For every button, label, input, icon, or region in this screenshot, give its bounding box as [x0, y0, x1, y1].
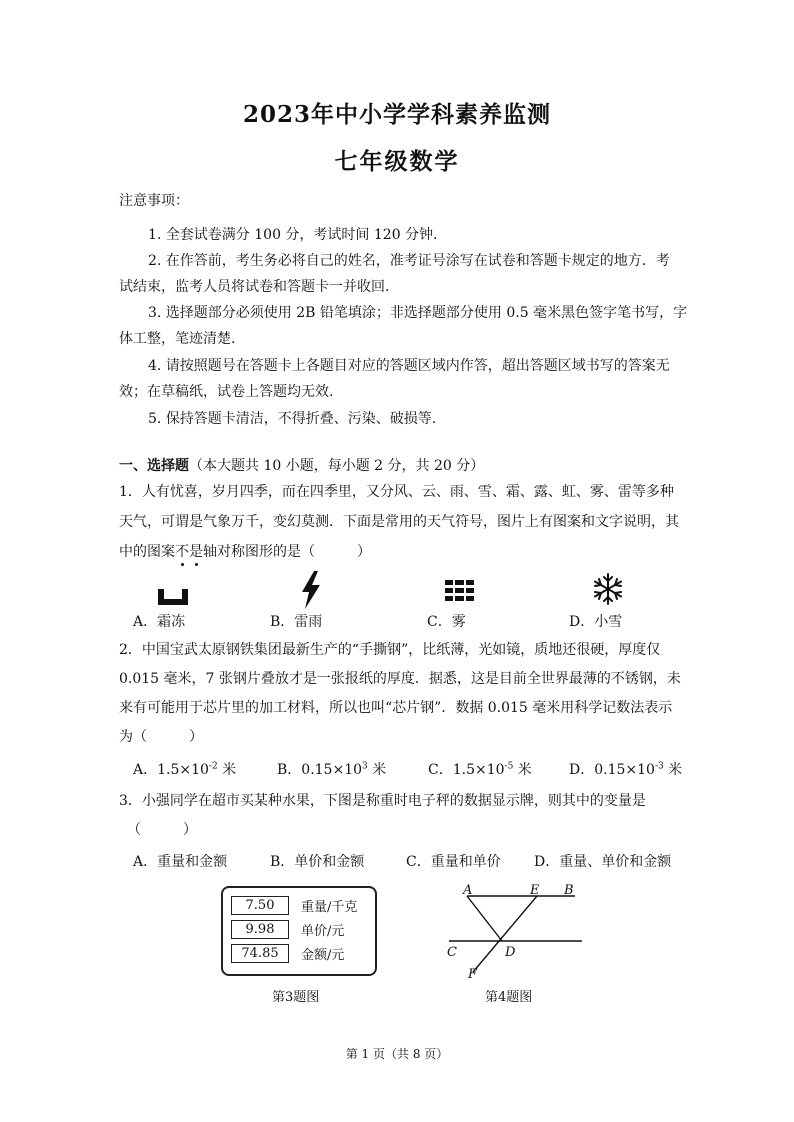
q3-option-b[interactable]: B．单价和金额	[270, 854, 365, 870]
q1-option-b[interactable]: B．雷雨	[270, 614, 323, 630]
notice-item: 体工整，笔迹清楚.	[119, 331, 236, 347]
q1-option-a[interactable]: A．霜冻	[133, 614, 186, 630]
emphasis-char: 是	[189, 544, 203, 560]
frost-icon	[156, 585, 190, 607]
q2-option-unit: 米	[513, 762, 532, 778]
exam-title: 2023年中小学学科素养监测	[242, 101, 551, 128]
q2-option-c[interactable]	[428, 759, 532, 779]
q3-figure-caption: 第3题图	[272, 990, 320, 1005]
fog-icon	[445, 580, 475, 606]
point-f-label: F	[468, 967, 478, 982]
q1-option-c[interactable]: C．雾	[427, 614, 466, 630]
q1-text-line: 天气，可谓是气象万千，变幻莫测．下面是常用的天气符号，图片上有图案和文字说明，其	[119, 514, 679, 530]
emphasis-char: 不	[175, 544, 189, 560]
notice-item: 试结束，监考人员将试卷和答题卡一并收回.	[119, 279, 390, 295]
q1-text-part: 中的图案	[119, 544, 175, 560]
q3-option-d[interactable]: D．重量、单价和金额	[534, 854, 672, 870]
q3-text-line: （ ）	[127, 822, 197, 838]
section-desc: （本大题共 10 小题，每小题 2 分，共 20 分）	[189, 458, 485, 474]
lightning-icon	[296, 570, 326, 610]
page-number: 第 1 页（共 8 页）	[345, 1047, 449, 1061]
q2-option-unit: 米	[367, 762, 387, 778]
line-ef	[473, 896, 537, 972]
q2-option-text: D．0.15×10	[569, 762, 655, 778]
q2-option-exponent: 3	[362, 761, 368, 772]
q3-text-line: 3．小强同学在超市买某种水果，下图是称重时电子秤的数据显示牌，则其中的变量是	[119, 793, 646, 809]
scale-weight-value: 7.50	[231, 896, 289, 915]
scale-amount-label: 金额/元	[301, 948, 345, 963]
q3-option-c[interactable]: C．重量和单价	[406, 854, 501, 870]
scale-price-value: 9.98	[231, 920, 289, 939]
notice-heading: 注意事项：	[119, 193, 189, 209]
q2-option-exponent: -3	[654, 761, 664, 772]
q1-emphasis	[175, 544, 203, 560]
q3-option-a[interactable]: A．重量和金额	[133, 854, 228, 870]
notice-item: 3. 选择题部分必须使用 2B 铅笔填涂；非选择题部分使用 0.5 毫米黑色签字笔书写，字	[148, 305, 688, 321]
point-e-label: E	[530, 883, 540, 898]
q1-emphasis-text	[175, 544, 203, 560]
section-heading	[119, 455, 484, 475]
notice-item: 1. 全套试卷满分 100 分，考试时间 120 分钟.	[148, 227, 438, 243]
scale-weight-label: 重量/千克	[301, 900, 358, 915]
q2-text-line: 来有可能用于芯片里的加工材料，所以也叫“芯片钢”．数据 0.015 毫米用科学记数法表示	[119, 700, 673, 716]
notice-item: 4. 请按照题号在答题卡上各题目对应的答题区域内作答，超出答题区域书写的答案无	[148, 358, 670, 374]
scale-display	[221, 886, 377, 976]
q2-option-unit: 米	[663, 762, 683, 778]
section-label: 一、选择题	[119, 458, 189, 474]
q2-option-exponent: -5	[504, 761, 514, 772]
scale-price-label: 单价/元	[301, 924, 345, 939]
q2-option-text: A．1.5×10	[133, 762, 209, 778]
q2-option-text: C．1.5×10	[428, 762, 505, 778]
point-a-label: A	[463, 883, 473, 898]
q2-text-line: 0.015 毫米，7 张钢片叠放才是一张报纸的厚度．据悉，这是目前全世界最薄的不锈钢，未	[119, 671, 681, 687]
q2-option-unit: 米	[217, 762, 237, 778]
exam-subtitle: 七年级数学	[334, 148, 460, 175]
q1-text-line	[119, 542, 371, 562]
point-d-label: D	[505, 945, 516, 960]
q2-option-text: B．0.15×10	[277, 762, 363, 778]
q4-figure-caption: 第4题图	[485, 990, 533, 1005]
notice-item: 2. 在作答前，考生务必将自己的姓名，准考证号涂写在试卷和答题卡规定的地方．考	[148, 253, 670, 269]
notice-item: 效；在草稿纸，试卷上答题均无效.	[119, 384, 334, 400]
q1-text-line: 1．人有忧喜，岁月四季，而在四季里，又分风、云、雨、雪、霜、露、虹、雾、雷等多种	[119, 484, 674, 500]
q2-option-d[interactable]	[569, 759, 682, 779]
q4-geometry-figure	[440, 880, 590, 980]
q2-text-line: 为（ ）	[119, 729, 203, 745]
q1-text-part: 轴对称图形的是（ ）	[203, 544, 371, 560]
q2-option-b[interactable]	[277, 759, 386, 779]
q2-option-a[interactable]	[133, 759, 236, 779]
notice-item: 5. 保持答题卡清洁，不得折叠、污染、破损等.	[148, 411, 437, 427]
point-c-label: C	[447, 945, 457, 960]
q2-text-line: 2．中国宝武太原钢铁集团最新生产的“手撕钢”，比纸薄，光如镜，质地还很硬，厚度仅	[119, 642, 661, 658]
q1-option-d[interactable]: D．小雪	[569, 614, 623, 630]
snowflake-icon	[591, 572, 625, 606]
segment-ad	[467, 896, 502, 941]
scale-amount-value: 74.85	[231, 944, 289, 963]
q2-option-exponent: -2	[208, 761, 218, 772]
point-b-label: B	[564, 883, 574, 898]
